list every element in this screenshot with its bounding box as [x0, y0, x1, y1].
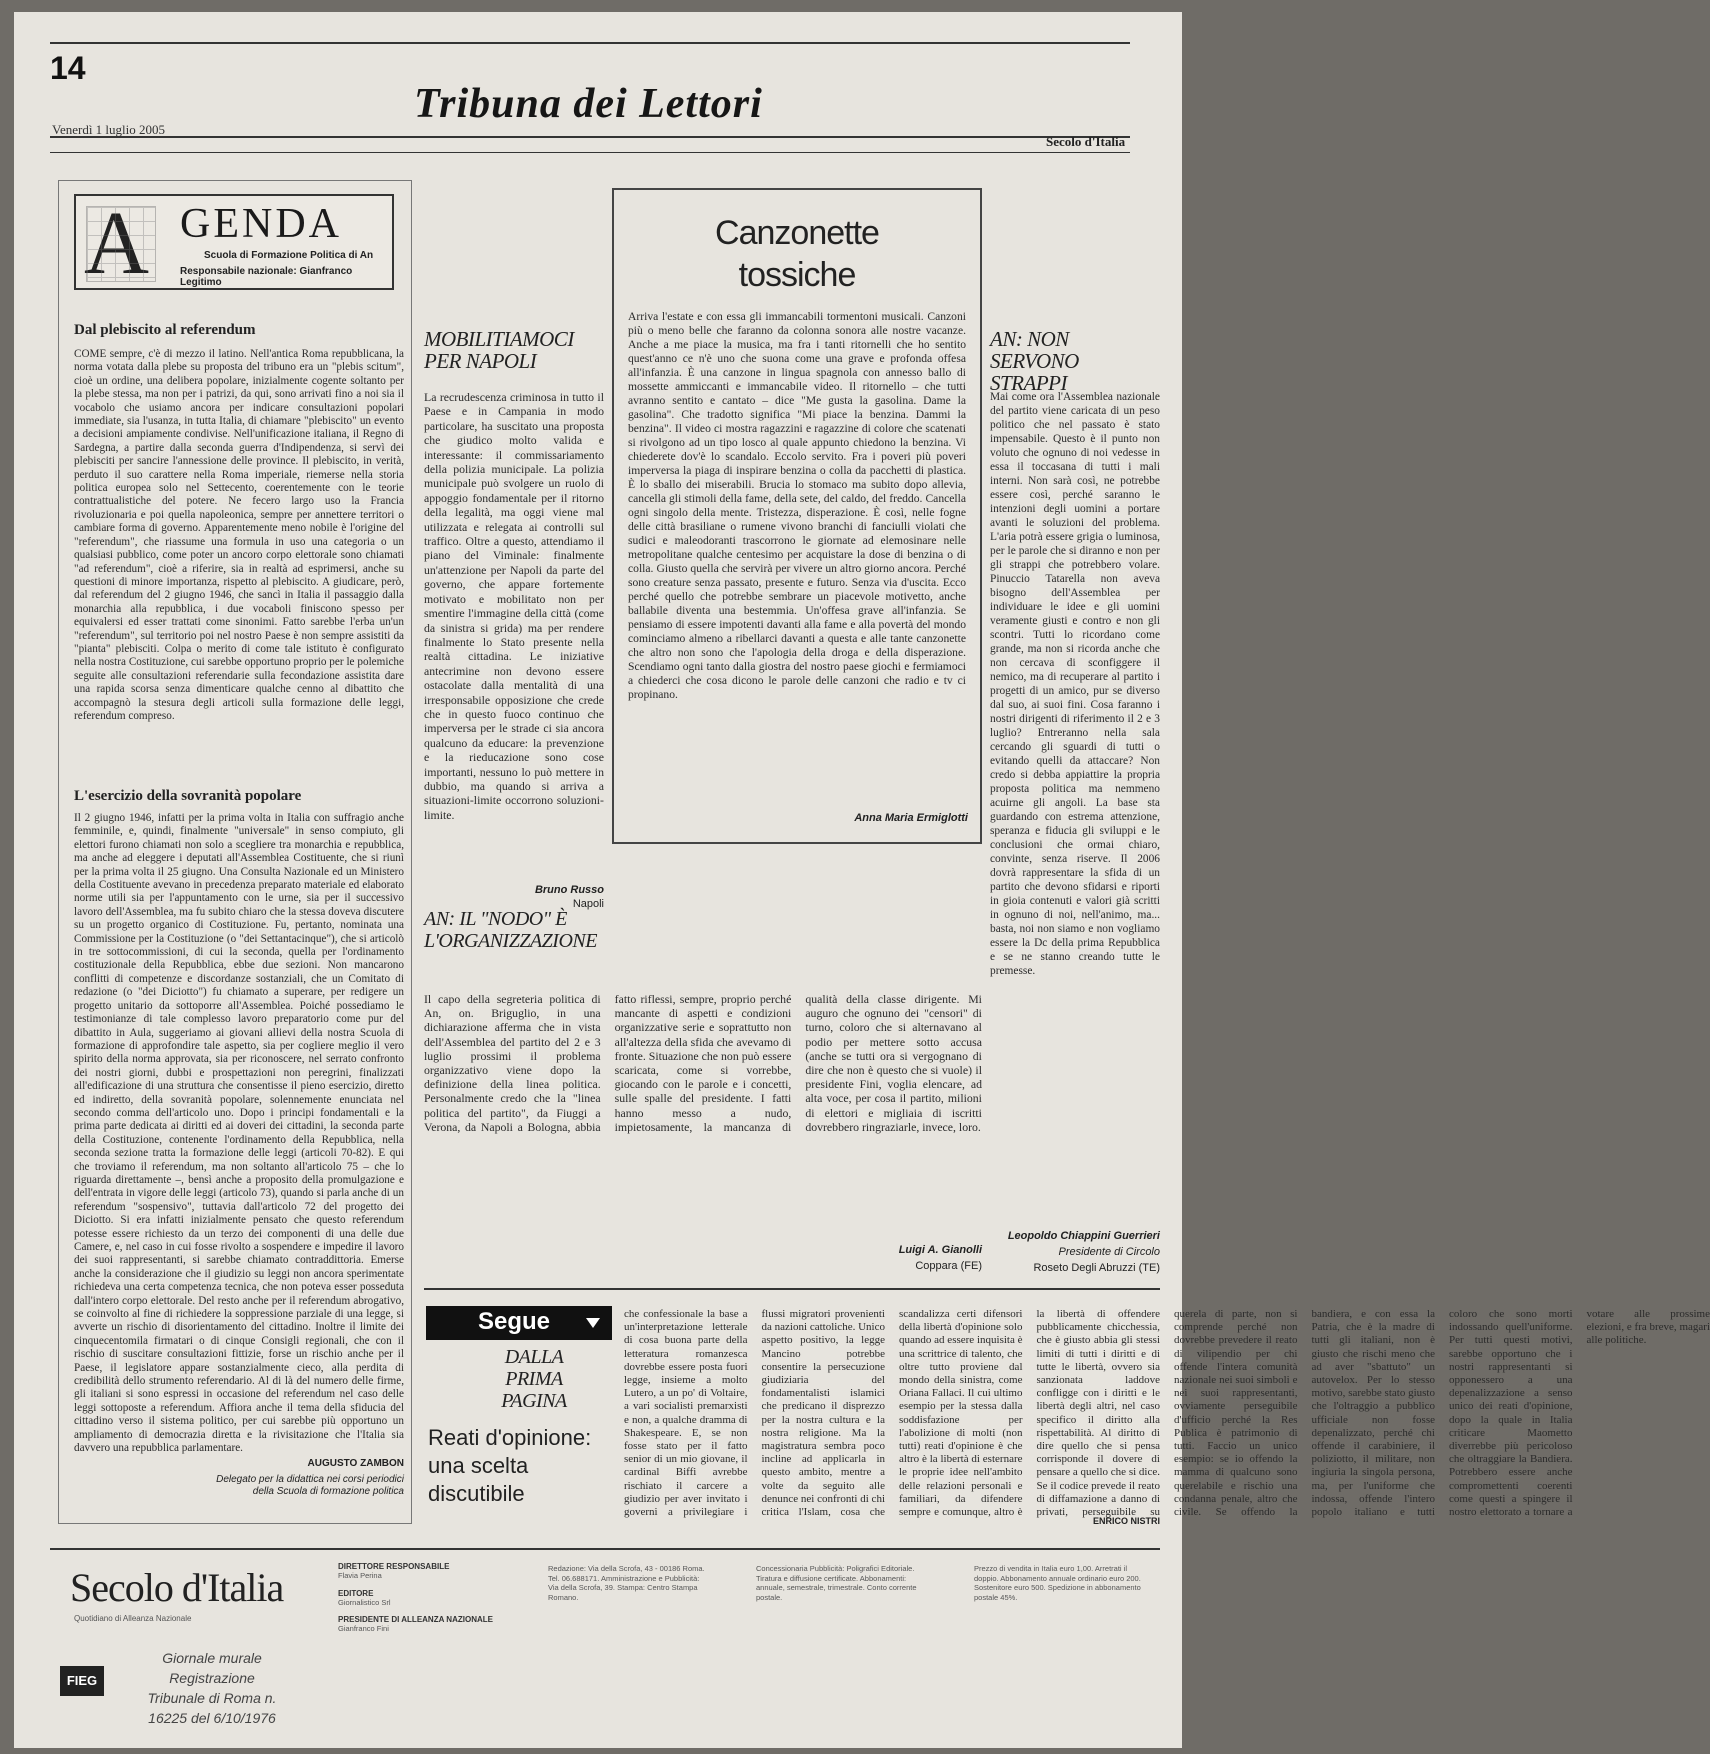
agenda-article-2-text: Il 2 giugno 1946, infatti per la prima volta in Italia con suffragio anche femminile, e, quindi, finalmente "universale" in senso compiuto, gli elettori furono chiamati non solo a scegliere tra monarchia e repubblica, ma anche ad eleggere i deputati all'Assemblea Costituente, che si riunì per la prima volta il 25 giugno. Una Consulta Nazionale ed un Ministero della Costituente avevano in precedenza preparato materiale ed elaborato norme utili sia per l'appuntamento con le urne, sia per il successivo lavoro dell'Assemblea, ma fu subito chiaro che la stessa doveva discutere su un progetto organico di Costituzione. Fu, pertanto, nominata una Commissione per la Costituzione (o "dei Settantacinque"), che si articolò in tre sottocommissioni, di cui la seconda, quella per l'ordinamento costituzionale della Repubblica, ebbe due sezioni. Non mancarono conflitti di competenze e discordanze sostanziali, che un Comitato di redazione (o "dei Diciotto") fu chiamato a superare, per redigere un progetto unitario da sottoporre all'Assemblea. Poiché possediamo le testimonianze di tale complesso lavoro preparatorio come pur del dibattito in Aula, suggeriamo ai giovani allievi della nostra Scuola di formazione di approfondire tale aspetto, sia per cogliere meglio il vero spirito della norma approvata, sia per riconoscere, nel serrato confronto dei nostri giorni, dubbi e prospettazioni non peregrini, finalizzati all'edificazione di una struttura che consentisse il pieno esercizio, diretto ed indiretto, della sovranità popolare, solennemente enunciata nel secondo comma dell'articolo uno. Dopo i principi fondamentali e la prima parte dedicata ai diritti ed ai doveri dei cittadini, la seconda parte della Costituzione, contenente l'ordinamento della Repubblica, nella seconda sezione tratta la formazione delle leggi (articoli 70-82). E qui che troviamo il referendum, ma non soltanto all'articolo 75 – che lo riguarda direttamente –, bensì anche a proposito della promulgazione e dell'entrata in vigore delle leggi (articolo 73), quando si parla anche di un referendum "sospensivo", tuttavia dall'articolo 72 del progetto dei Diciotto. Si era infatti inizialmente pensato che questo referendum potesse essere richiesto da un terzo dei componenti di una delle due Camere, e, nel caso in cui fosse rivolto a sospendere e impedire il lavoro dei suoi rappresentanti, si sarebbe chiamato contraddittoria. Emerse anche la considerazione che il giudizio su leggi non ancora sperimentate richiedeva una certa competenza tecnica, che non poteva esser posseduta dall'intero corpo elettorale. Del resto anche per il referendum abrogativo, se coinvolto al fine di richiedere la soppressione parziale di una legge, si avverte un rischio di disorientamento del cittadino. Inoltre il limite dei cinquecentomila firmatari o di cinque Consigli regionali, che con il rischio di suscitare consultazioni fittizie, forse un rischio anche per il Paese, il legislatore appare sostanzialmente cieco, alla perdita di credibilità dello strumento referendario. Al di là del numero delle firme, gli italiani si sono espressi in occasione del referendum nel caso delle leggi sottoposte a referendum. Affiora anche il tema della sfiducia del cittadino verso il sistema politico, per cui sarebbe più opportuno un ampliamento di democrazia diretta e la rivisitazione che l'Italia sia davvero una repubblica parlamentare. — [74, 812, 404, 1455]
segue-text: che confessionale la base a un'interpretazione letterale di cosa buona parte della letteratura romanzesca dovrebbe essere posta fuori legge, insieme a molto Lutero, a un po' di Voltaire, a vari socialisti premarxisti e non, a qualche dramma di Shakespeare. E, se non fosse stato per il fatto senior di un mio giovane, il cardinal Biffi avrebbe rischiato il carcere a giudizio per aver invitato i governi a privilegiare i flussi migratori provenienti da nazioni cattoliche. Unico aspetto positivo, la legge Mancino potrebbe consentire la persecuzione giudiziaria del fondamentalisti islamici che predicano il disprezzo per la nostra cultura e la nostra religione. Ma la magistratura sembra poco incline ad applicarla in questo ambito, mentre a volte da seguito alle denunce nei confronti di chi critica l'Islam, cosa che scandalizza certi difensori della libertà d'opinione solo quando ad essere inquisita è una scrittrice di talento, che oltre tutto proviene dal mondo della sinistra, come Oriana Fallaci. Il cui ultimo esempio per la stessa dalla soddisfazione per l'abolizione di molti (non tutti) reati d'opinione è che altro è la libertà di esternare le proprie idee nell'ambito delle relazioni personali e familiari, da difendere sempre e comunque, altro è la libertà di offendere pubblicamente chicchessia, che è giusto abbia gli stessi limiti di tutti i diritti e di tutte le libertà, ovvero sia sanzionata laddove confligge con i diritti e le libertà degli altri, nel caso specifico il diritto alla rispettabilità. Al diritto di dire quello che si pensa corrisponde il dovere di pensare a quello che si dice. Se il codice prevede il reato di diffamazione a danno di privati, perseguibile su querela di parte, non si comprende perché non dovrebbe prevedere il reato di vilipendio per chi offende l'intera comunità nazionale nei suoi simboli e nei suoi rappresentanti, ovviamente perseguibile d'ufficio perché la Res Publica è patrimonio di tutti. Faccio un unico esempio: se io offendo la mamma di qualcuno sono querelabile e rischio una condanna penale, altro che civile. Se offendo la bandiera, e con essa la Patria, che è la madre di tutti gli italiani, non è giusto che rischi meno che ad aver "sbattuto" un autovelox. Per lo stesso motivo, sarebbe stato giusto che l'oltraggio a pubblico ufficiale non fosse depenalizzato, perché chi offende il carabiniere, il poliziotto, il militare, non ingiuria la singola persona, ma, per l'uniforme che indossa, offende l'intero popolo italiano e tutti coloro che sono morti indossando quell'uniforme. Per tutti questi motivi, sarebbe opportuno che i nostri rappresentanti si opponessero a una depenalizzazione a senso unico dei reati d'opinione, dopo la quale in Italia criticare Maometto diverrebbe più pericoloso che oltraggiare la Bandiera. Potrebbero essere anche compromettenti coerenti come questi a spingere il nostro elettorato a tornare a votare alle prossime elezioni, e fra breve, magari alle politiche. — [624, 1308, 1710, 1519]
president-name: Gianfranco Fini — [338, 1624, 389, 1633]
director-label: DIRETTORE RESPONSABILE — [338, 1562, 450, 1571]
newspaper-page — [14, 12, 1710, 1748]
non-servono-title: AN: NON SERVONO STRAPPI — [990, 327, 1079, 395]
segue-sublabel: DALLA PRIMA PAGINA — [501, 1346, 567, 1412]
non-servono-text: Mai come ora l'Assemblea nazionale del partito viene caricata di un peso politico che nel passato è stato impensabile. Questo è il punto non voluto che ognuno di noi vedesse in essa il toccasana di tutti i mali interni. Non sarà così, ne potrebbe essere così, perché saranno le intenzioni degli uomini a portare avanti le soluzioni del problema. L'aria potrà essere grigia o luminosa, per le parole che si diranno e non per gli strappi che potrebbero volare. Pinuccio Tatarella non aveva bisogno dell'Assemblea per individuare le idee e gli uomini veramente giusti e contro e non gli scontri. Tutti lo ricordano come grande, ma non si ricorda anche che non cercava di sconfiggere il nemico, ma di recuperare al partito i progetti di un amico, pur se diverso dal suo, ai suoi fini. Cosa faranno i nostri dirigenti di riferimento il 2 e 3 luglio? Entreranno nella sala cercando gli sguardi di tutti o evitando quelli da attaccare? Non credo si debba appiattire la propria proposta politica ma nemmeno acuirne gli angoli. La base sta guardando con estrema attenzione, speranza e fiducia gli sviluppi e le conclusioni che ormai chiaro, convinte, senza riserve. Il 2006 dovrà rappresentare la sfida di un partito che devono sfidarsi e riporti in gioia contenuti e valori già scritti in ognuno di noi, nell'animo, ma... basta, noi non siamo e non vogliamo essere la Dc della prima Repubblica e se ne stanno creando tutte le premesse. — [990, 391, 1160, 977]
agenda-article-1-title: Dal plebiscito al referendum — [74, 322, 256, 338]
president-label: PRESIDENTE DI ALLEANZA NAZIONALE — [338, 1615, 493, 1624]
nodo-title: AN: IL "NODO" È L'ORGANIZZAZIONE — [424, 908, 597, 952]
agenda-logo-letter: A — [84, 194, 149, 293]
footer-col-4: Prezzo di vendita in Italia euro 1,00. Arretrati il doppio. Abbonamento annuale ordinario euro 200. Sostenitore euro 500. Spedizione in abbonamento postale 45%. — [974, 1564, 1141, 1602]
section-title: Tribuna dei Lettori — [414, 81, 763, 127]
footer-brand-sub: Quotidiano di Alleanza Nazionale — [74, 1614, 192, 1623]
footer-col-3: Concessionaria Pubblicità: Poligrafici Editoriale. Tiratura e diffusione certificate. Abbonamenti: annuale, semestrale, trimestrale. Conto corrente postale. — [756, 1564, 917, 1602]
fieg-logo: FIEG — [60, 1666, 104, 1696]
header-rule — [50, 136, 1130, 138]
page-number: 14 — [50, 50, 86, 86]
section-divider — [424, 1288, 1160, 1290]
mobilitiamoci-title: MOBILITIAMOCI PER NAPOLI — [424, 327, 574, 373]
agenda-logo-grid — [86, 206, 156, 282]
non-servono-role: Presidente di Circolo — [1058, 1246, 1160, 1258]
header-brand: Secolo d'Italia — [1046, 134, 1126, 149]
issue-date: Venerdì 1 luglio 2005 — [52, 122, 166, 137]
agenda-author-name: AUGUSTO ZAMBON — [307, 1458, 404, 1469]
publisher-name: Giornalistico Srl — [338, 1597, 391, 1607]
header-top-rule — [50, 42, 1130, 44]
mobilitiamoci-author: Bruno Russo — [534, 884, 604, 896]
mobilitiamoci-text: La recrudescenza criminosa in tutto il Paese e in Campania in modo particolare, ha suscitato una proposta che giudico molto valida e interessante: il commissariamento della polizia municipale. La polizia municipale può svolgere un ruolo di appoggio fondamentale per il ritorno della legalità, ma oggi viene mal utilizzata e relegata ai controlli sul traffico. Oltre a questo, attendiamo il piano del Viminale: finalmente un'attenzione per Napoli da parte del governo, che appare fortemente motivato e mobilitato non per smentire l'immagine della città (come da sinistra si grida) ma per rendere finalmente lo Stato presente nella realtà cittadina. Le iniziative antecrimine non devono essere ostacolate dalla mentalità di una irresponsabile opposizione che crede che in questo fuoco continuo che imperversa per le strade ci sia ancora qualcuno da educare: la prevenzione e la rieducazione sono cose importanti, nessuno lo può mettere in dubbio, ma quando si arriva a situazioni-limite occorrono soluzioni-limite. — [424, 390, 604, 822]
agenda-article-2-title: L'esercizio della sovranità popolare — [74, 788, 302, 804]
agenda-author-role: Delegato per la didattica nei corsi periodici della Scuola di formazione politica — [216, 1474, 404, 1497]
footer-col-2: Redazione: Via della Scrofa, 43 - 00186 Roma. Tel. 06.688171. Amministrazione e Pubblicità: Via della Scrofa, 39. Stampa: Centro Stampa Romano. — [548, 1564, 705, 1602]
header-bottom-rule — [50, 152, 1130, 153]
segue-title: Reati d'opinione: una scelta discutibile — [428, 1425, 592, 1506]
publisher-label: EDITORE — [338, 1588, 374, 1598]
footer-registration: Giornale murale Registrazione Tribunale di Roma n. 16225 del 6/10/1976 — [147, 1650, 277, 1726]
canzonette-text: Arriva l'estate e con essa gli immancabili tormentoni musicali. Canzoni più o meno belle che faranno da colonna sonora alle nostre vacanze. Anche a me piace la musica, ma fra i tanti ritornelli che ho sentito quest'anno ce n'è uno che suona come una grave e profonda offesa all'infanzia. È una canzone in lingua spagnola con annesso ballo di mossette ammiccanti e immancabile video. Il ritornello – che tutti avranno sentito e cantato – dice "Me gusta la gasolina. Dame la gasolina". Che tradotto significa "Mi piace la benzina. Dammi la benzina". Il video ci mostra ragazzini e ragazzine di colore che scatenati si rivolgono ad un tipo losco al quale appunto chiedono la benzina. Vi chiederete dov'è lo scandalo. Eccolo servito. Fra i poveri più poveri imperversa la piaga di inspirare benzina o colla da pacchetti di plastica. È lo sballo dei miserabili. Brucia lo stomaco ma subito dopo allevia, cancella gli stimoli della fame, della sete, del caldo, del freddo. Cancella ogni singolo della mente. Tristezza, disperazione. È così, nelle fogne delle città brasiliane o rumene vivono branchi di fanciulli violati che sudici e maleodoranti trascorrono le giornate ad elemosinare nelle metropolitane qualche centesimo per acquistare la dose di benzina o di colla. Giusto quella che servirà per vivere un altro giorno ancora. Perché sono creature senza passato, presente e futuro. Senza via d'uscita. Ecco perché quello che potrebbe sembrare un piacevole motivetto, anche ballabile diventa una bestemmia. Un'offesa grave all'infanzia. Se pensiamo di essere impotenti davanti alla fame e alla povertà del mondo cominciamo almeno a ribellarci davanti a questa e alle tante canzonette che altro non sono che l'apologia della droga e della disperazione. Scendiamo ogni tanto dalla giostra del nostro paese giochi e fermiamoci a chiederci che cosa dicono le parole delle canzoni che radio e tv ci propinano. — [628, 310, 966, 701]
non-servono-author: Leopoldo Chiappini Guerrieri — [1007, 1230, 1160, 1242]
agenda-subtitle-1: Scuola di Formazione Politica di An — [204, 250, 374, 261]
footer-col-1 — [338, 1562, 506, 1634]
canzonette-box — [612, 188, 982, 844]
nodo-author: Luigi A. Gianolli — [898, 1244, 982, 1256]
canzonette-author: Anna Maria Ermiglotti — [854, 812, 968, 824]
director-name: Flavia Perina — [338, 1571, 382, 1580]
segue-label: Segue — [478, 1308, 551, 1335]
agenda-subtitle-2: Responsabile nazionale: Gianfranco Legitimo — [180, 266, 353, 288]
footer-rule — [50, 1548, 1160, 1550]
agenda-logo-text: GENDA — [180, 201, 342, 247]
nodo-place: Coppara (FE) — [915, 1260, 982, 1272]
footer-brand: Secolo d'Italia — [70, 1565, 284, 1610]
non-servono-place: Roseto Degli Abruzzi (TE) — [1033, 1262, 1160, 1274]
agenda-logo-box — [74, 194, 394, 293]
nodo-text: Il capo della segreteria politica di An, on. Briguglio, in una dichiarazione afferma che in vista dell'Assemblea del partito del 2 e 3 luglio prossimi il problema organizzativo viene dopo la definizione della linea politica. Personalmente credo che la "linea politica del partito", da Fiuggi a Verona, da Napoli a Bologna, abbia fatto riflessi, sempre, proprio perché mancante di aspetti e condizioni organizzative serie e soprattutto non all'altezza della sfida che avevamo di fronte. Situazione che non può essere scaricata, come si vorrebbe, giocando con le parole e i concetti, sulle spalle del presidente. I fatti hanno messo a nudo, impietosamente, la mancanza di qualità della classe dirigente. Mi auguro che ognuno dei "censori" di turno, coloro che si alternavano al podio per mettere sotto accusa (anche se tutti ora si vergognano di dire che non è questo che si vuole) il presidente Fini, voglia elencare, ad alta voce, per cosa il partito, milioni di elettori e migliaia di iscritti dovrebbero ringraziarle, invece, loro. — [424, 992, 982, 1134]
mobilitiamoci-place: Napoli — [572, 898, 604, 910]
agenda-article-1-text: COME sempre, c'è di mezzo il latino. Nell'antica Roma repubblicana, la norma votata dalla plebe su proposta del tribuno era un "plebis scitum", cioè un ordine, una delibera popolare, inizialmente cogente soltanto per la plebe stessa, ma non per i patrizi, da qui, sono arrivati fino a noi sia il vocabolo che usiamo ancora per indicare consultazioni popolari immediate, sia l'usanza, in tutta Italia, di chiamare "plebiscito" un evento a decisioni ampiamente condivise. Nell'unificazione italiana, il Regno di Sardegna, a partire dalla seconda guerra d'Indipendenza, si servì dei plebisciti per sancire l'annessione delle province. Il plebiscito, in verità, perduto il suo carattere nella Roma imperiale, riemerse nella storia politica europea solo nel Settecento, coerentemente con le teorie contrattualistiche del potere. Ne fecero largo uso la Francia rivoluzionaria e poi quella napoleonica, sempre per annettere territori o cambiare forma di governo. Apparentemente meno nobile è l'origine del "referendum", che riassume una formula in uso una categoria o un qualsiasi pubblico, come poter un ancoro corpo elettorale sono chiamati "ad referendum", cioè a riferire, sia in realtà ad esprimersi, anche su questioni di minore importanza, rispetto al plebiscito. A giudicare, però, dal referendum del 2 giugno 1946, che sancì in Italia il passaggio dalla monarchia alla repubblica, i due vocaboli finiscono spesso per equivalersi ed esser trattati come sinonimi. Fatto sarebbe l'erba un'un "referendum", sul territorio poi nel nostro Paese è non sempre assistiti da "pianta" plebisciti. Colpa o merito di come tale istituto è configurato nella nostra Costituzione, cui sarebbe opportuno proprio per le polemiche seguite alle consultazioni referendarie sulla fecondazione assistita dare una rapida scorsa senza dimenticare qualche cenno al dibattito che accompagnò la stesura degli articoli sulla formazione delle leggi, referendum compreso. — [74, 348, 404, 722]
canzonette-title-2: tossiche — [738, 256, 856, 294]
segue-author: ENRICO NISTRI — [1092, 1516, 1160, 1526]
canzonette-title-1: Canzonette — [715, 214, 879, 252]
